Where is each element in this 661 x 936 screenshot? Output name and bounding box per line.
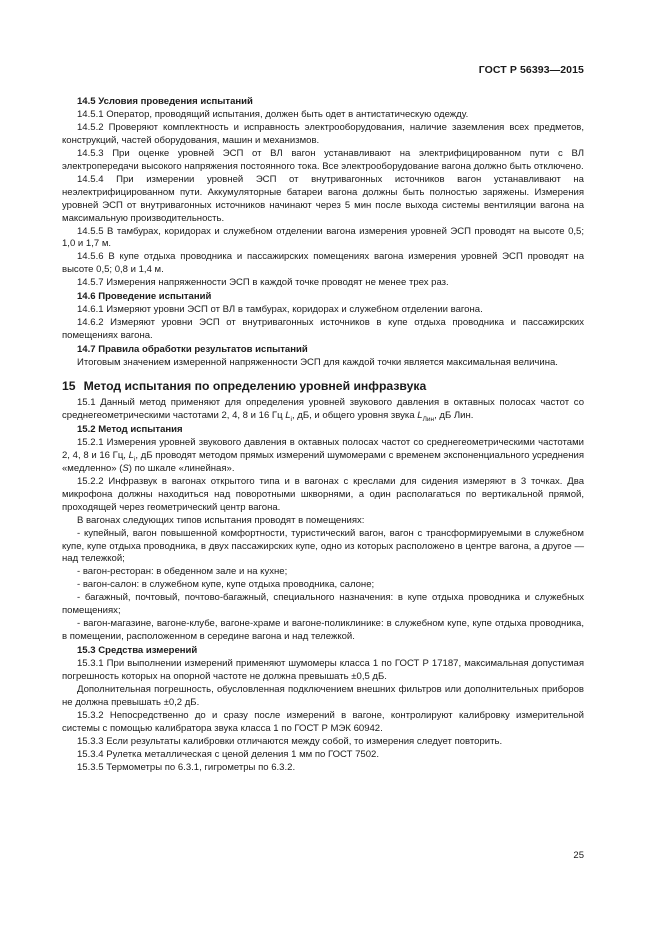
paragraph-14-5-4: 14.5.4 При измерении уровней ЭСП от внутривагонных источников вагон устанавливают на неэлектрифицированном пути. Аккумуляторные батареи вагона должны быть полностью заряжены. Измерения уровней ЭСП от внутривагонных источников начинают через 5 мин после выхода системы вентиляции вагона на максимальную производительность. (62, 173, 584, 224)
paragraph-14-5-2: 14.5.2 Проверяют комплектность и исправность электрооборудования, наличие заземления всех предметов, конструкций, частей оборудования, машин и механизмов. (62, 121, 584, 146)
paragraph-14-5-3: 14.5.3 При оценке уровней ЭСП от ВЛ вагон устанавливают на электрифицированном пути с ВЛ электропередачи высокого напряжения постоянного тока. Все электрооборудование вагона должно быть отключено. (62, 147, 584, 172)
paragraph-15-3-5: 15.3.5 Термометры по 6.3.1, гигрометры по 6.3.2. (77, 761, 296, 773)
list-item-shop: - вагон-магазине, вагоне-клубе, вагоне-храме и вагоне-поликлинике: в служебном купе, купе отдыха проводника, в помещении, расположенном в середине вагона и над тележкой. (62, 618, 584, 643)
paragraph-14-5-7: 14.5.7 Измерения напряженности ЭСП в каждой точке проводят не менее трех раз. (77, 277, 449, 289)
paragraph-14-7-1: Итоговым значением измеренной напряженности ЭСП для каждой точки является максимальная величина. (77, 357, 558, 369)
section-14-5-heading: 14.5 Условия проведения испытаний (77, 96, 253, 107)
page-number: 25 (573, 850, 584, 861)
section-15-2-heading: 15.2 Метод испытания (77, 423, 183, 435)
list-item-restaurant: - вагон-ресторан: в обеденном зале и на кухне; (77, 566, 288, 578)
list-item-salon: - вагон-салон: в служебном купе, купе отдыха проводника, салоне; (77, 579, 375, 591)
section-15-3-heading: 15.3 Средства измерений (77, 645, 198, 657)
paragraph-14-6-2: 14.6.2 Измеряют уровни ЭСП от внутривагонных источников в купе отдыха проводника и пассажирских помещениях вагона. (62, 317, 584, 342)
paragraph-14-5-1: 14.5.1 Оператор, проводящий испытания, должен быть одет в антистатическую одежду. (77, 108, 469, 120)
paragraph-15-3-3: 15.3.3 Если результаты калибровки отличаются между собой, то измерения следует повторить. (77, 735, 503, 747)
paragraph-15-2-1-text-b: , дБ проводят методом прямых измерений шумомерами с временем экспоненциального усреднения «медленно» ( (62, 449, 584, 474)
paragraph-14-5-6: 14.5.6 В купе отдыха проводника и пассажирских помещениях вагона измерения уровней ЭСП проводят на высоте 0,5; 0,8 и 1,4 м. (62, 251, 584, 276)
paragraph-15-2-2: 15.2.2 Инфразвук в вагонах открытого типа и в вагонах с креслами для сидения измеряют в 3 точках. Два микрофона должны находиться над поворотными шкворнями, а один располагаться по вертикальной прямой, проходящей через геометрический центр вагона. (62, 475, 584, 513)
section-14-6-heading: 14.6 Проведение испытаний (77, 291, 212, 303)
paragraph-14-6-1: 14.6.1 Измеряют уровни ЭСП от ВЛ в тамбурах, коридорах и служебном отделении вагона. (77, 304, 483, 316)
subscript-i: i (290, 415, 292, 423)
symbol-s: S (122, 462, 129, 474)
list-item-baggage: - багажный, почтовый, почтово-багажный, специального назначения: в купе отдыха проводника и служебных помещениях; (62, 592, 584, 617)
paragraph-15-2-1-text-a: 15.2.1 Измерения уровней звукового давления в октавных полосах частот со среднегеометрическими частотами 2, 4, 8 и 16 Гц, (62, 436, 584, 461)
paragraph-15-2-1 (62, 437, 584, 476)
paragraph-15-1-text-a: 15.1 Данный метод применяют для определения уровней звукового давления в октавных полосах частот со среднегеометрическими частотами 2, 4, 8 и 16 Гц (62, 397, 584, 421)
symbol-l: L (128, 449, 134, 461)
paragraph-15-3-1-extra: Дополнительная погрешность, обусловленная подключением внешних фильтров или дополнительных приборов не должна превышать ±0,2 дБ. (62, 683, 584, 708)
paragraph-15-1 (62, 397, 584, 423)
paragraph-14-5-5: 14.5.5 В тамбурах, коридорах и служебном отделении вагона измерения уровней ЭСП проводят на высоте 0,5; 1,0 и 1,7 м. (62, 225, 584, 250)
symbol-l-lin: L (417, 409, 423, 421)
paragraph-15-3-2: 15.3.2 Непосредственно до и сразу после измерений в вагоне, контролируют калибровку измерительной системы с помощью калибратора звука класса 1 по ГОСТ Р МЭК 60942. (62, 709, 584, 734)
paragraph-15-3-4: 15.3.4 Рулетка металлическая с ценой деления 1 мм по ГОСТ 7502. (77, 748, 380, 760)
section-15-number: 15 (62, 379, 76, 394)
section-15-heading (62, 379, 584, 394)
paragraph-15-1-text-b: , дБ, и общего уровня звука (291, 409, 418, 421)
paragraph-15-2-1-text-c: ) по шкале «линейная». (128, 462, 235, 474)
symbol-l: L (285, 409, 291, 421)
section-15-title: Метод испытания по определению уровней инфразвука (83, 379, 427, 394)
paragraph-15-2-intro: В вагонах следующих типов испытания проводят в помещениях: (77, 514, 365, 526)
document-body (62, 95, 584, 775)
paragraph-15-1-text-c: , дБ Лин. (434, 409, 474, 421)
section-14-7-heading: 14.7 Правила обработки результатов испытаний (77, 344, 308, 356)
paragraph-15-3-1: 15.3.1 При выполнении измерений применяют шумомеры класса 1 по ГОСТ Р 17187, максимальная допустимая погрешность которых на опорной частоте не должна превышать ±0,5 дБ. (62, 658, 584, 683)
subscript-i: i (133, 455, 136, 463)
subscript-lin: Лин (422, 415, 435, 423)
document-id-header: ГОСТ Р 56393—2015 (478, 64, 584, 76)
list-item-kupe: - купейный, вагон повышенной комфортности, туристический вагон, вагон с трансформируемыми в служебном купе, купе отдыха проводника, в двух пассажирских купе, одно из которых расположено в центре вагона, а другое — над тележкой; (62, 527, 584, 565)
